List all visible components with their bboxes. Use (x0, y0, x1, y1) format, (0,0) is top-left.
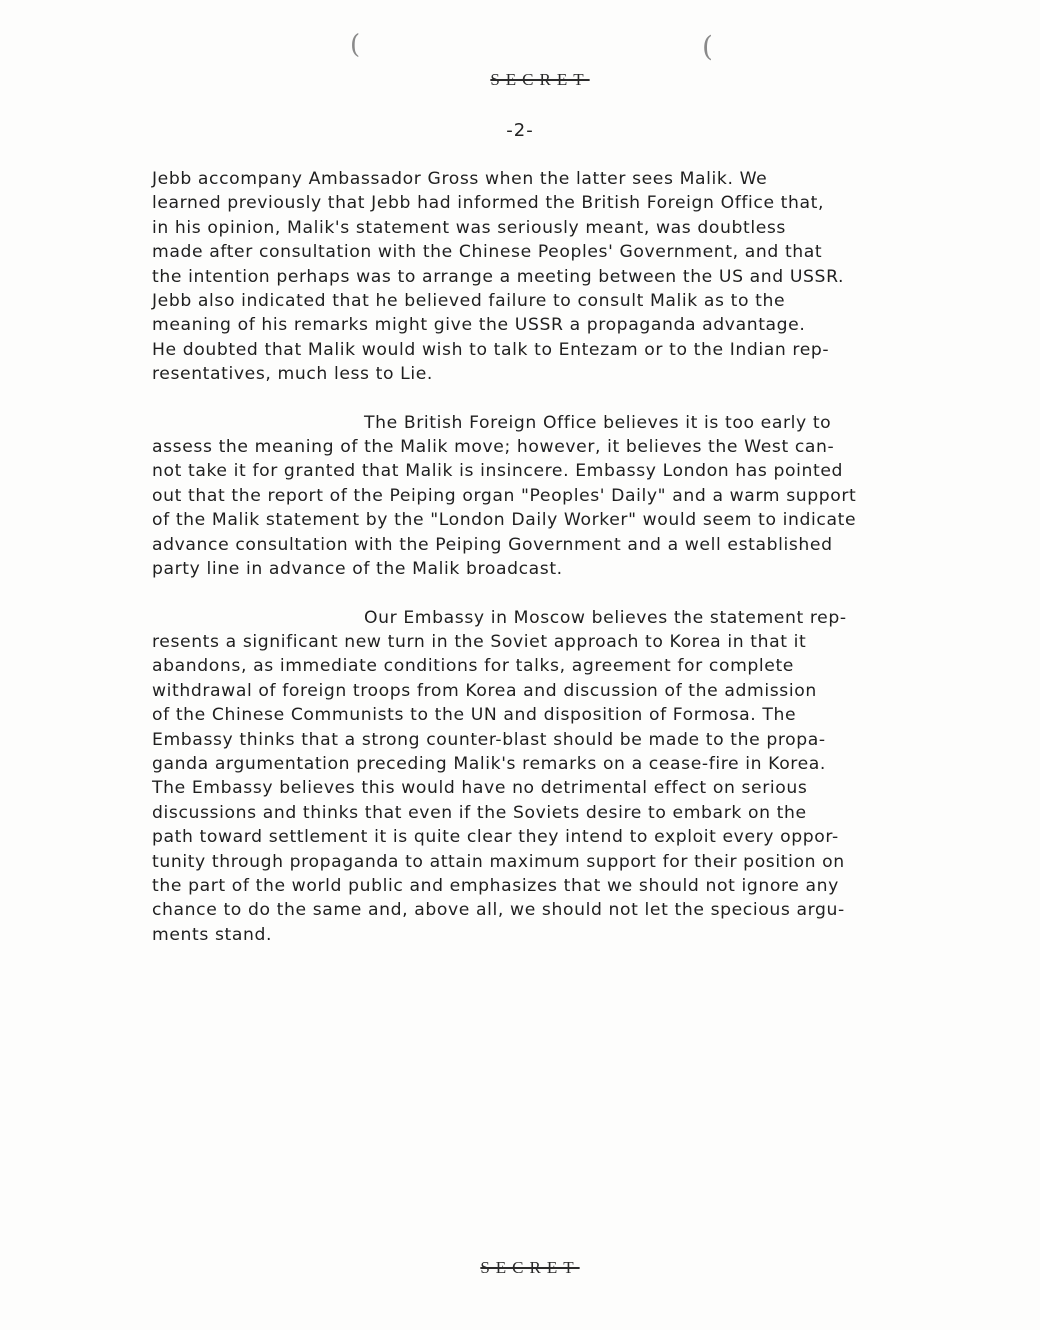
text-line: chance to do the same and, above all, we should not let the specious argu- (152, 900, 845, 921)
page-number: -2- (506, 120, 534, 141)
text-line: assess the meaning of the Malik move; however, it believes the West can- (152, 437, 835, 458)
text-line: abandons, as immediate conditions for talks, agreement for complete (152, 656, 794, 677)
text-line: advance consultation with the Peiping Government and a well established (152, 534, 833, 555)
text-line: tunity through propaganda to attain maximum support for their position on (152, 851, 845, 872)
text-line: in his opinion, Malik's statement was seriously meant, was doubtless (152, 217, 786, 238)
text-line: party line in advance of the Malik broadcast. (152, 559, 563, 580)
text-line: withdrawal of foreign troops from Korea and discussion of the admission (152, 680, 817, 701)
text-line: discussions and thinks that even if the Soviets desire to embark on the (152, 802, 807, 823)
text-line: learned previously that Jebb had informed the British Foreign Office that, (152, 193, 825, 214)
classification-footer: SECRET (480, 1258, 580, 1277)
paragraph-2 (152, 411, 992, 582)
text-line: the part of the world public and emphasizes that we should not ignore any (152, 875, 839, 896)
text-line: resents a significant new turn in the Soviet approach to Korea in that it (152, 631, 807, 652)
text-line: ments stand. (152, 924, 273, 945)
text-line: The Embassy believes this would have no detrimental effect on serious (152, 778, 808, 799)
text-line: the intention perhaps was to arrange a meeting between the US and USSR. (152, 266, 845, 287)
text-line: path toward settlement it is quite clear they intend to exploit every oppor- (152, 827, 839, 848)
paragraph-3 (152, 606, 992, 948)
text-line: Jebb also indicated that he believed failure to consult Malik as to the (152, 291, 786, 312)
punch-mark-left: ( (350, 30, 361, 60)
text-line: not take it for granted that Malik is insincere. Embassy London has pointed (152, 461, 844, 482)
text-line: ganda argumentation preceding Malik's remarks on a cease-fire in Korea. (152, 753, 826, 774)
text-line: meaning of his remarks might give the USSR a propaganda advantage. (152, 315, 806, 336)
paragraph-1 (152, 167, 992, 387)
text-line: made after consultation with the Chinese Peoples' Government, and that (152, 242, 823, 263)
document-body (152, 167, 992, 971)
text-line: Embassy thinks that a strong counter-blast should be made to the propa- (152, 729, 826, 750)
text-line: The British Foreign Office believes it is too early to (364, 412, 832, 433)
text-line: He doubted that Malik would wish to talk to Entezam or to the Indian rep- (152, 339, 830, 360)
text-line: Our Embassy in Moscow believes the statement rep- (364, 607, 847, 628)
text-line: out that the report of the Peiping organ "Peoples' Daily" and a warm support (152, 485, 857, 506)
text-line: Jebb accompany Ambassador Gross when the latter sees Malik. We (152, 169, 768, 189)
text-line: of the Chinese Communists to the UN and disposition of Formosa. The (152, 705, 797, 726)
text-line: resentatives, much less to Lie. (152, 364, 433, 385)
classification-header: SECRET (490, 70, 590, 89)
text-line: of the Malik statement by the "London Daily Worker" would seem to indicate (152, 510, 857, 531)
punch-mark-right: ( (702, 30, 713, 63)
